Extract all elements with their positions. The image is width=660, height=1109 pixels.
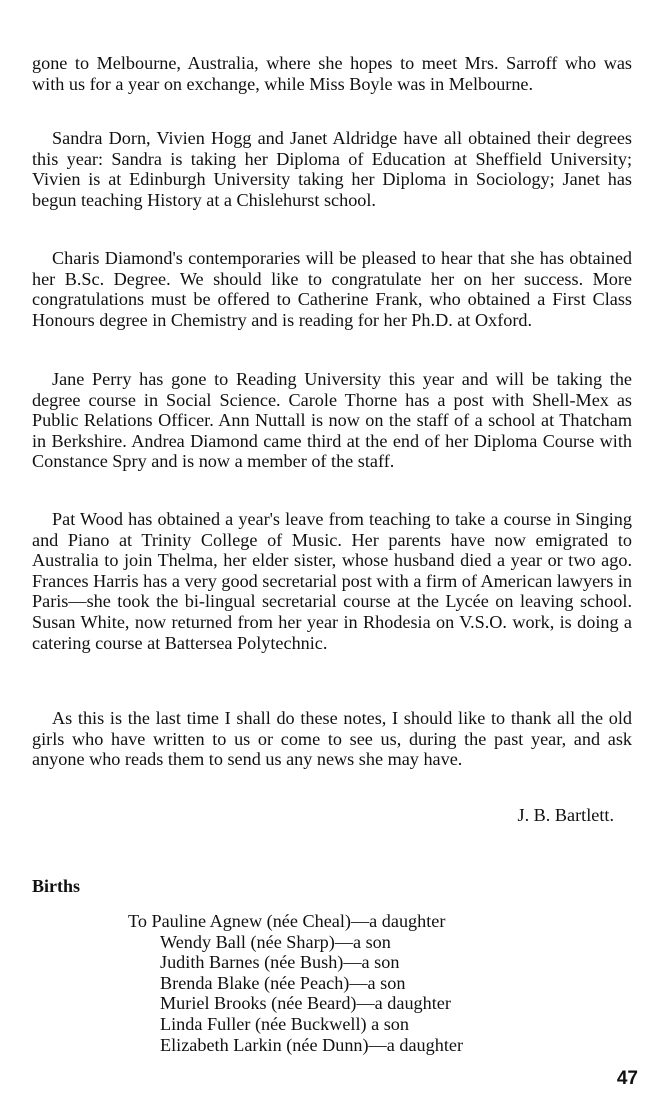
birth-entry: Brenda Blake (née Peach)—a son [160, 972, 406, 993]
paragraph-closing-thanks: As this is the last time I shall do these notes, I should like to thank all the old girls who have written to us or come to see us, during the past year, and ask anyone who reads them to send us any news she may have. [32, 708, 632, 770]
birth-entry: Linda Fuller (née Buckwell) a son [160, 1013, 409, 1034]
birth-entry: Judith Barnes (née Bush)—a son [160, 952, 400, 973]
paragraph-congratulations: Charis Diamond's contemporaries will be pleased to hear that she has obtained her B.Sc. Degree. We should like to congratulate her on her success. More congratulations must be offered to Catherine Frank, who obtained a First Class Honours degree in Chemistry and is reading for her Ph.D. at Oxford. [32, 248, 632, 330]
birth-entry: Muriel Brooks (née Beard)—a daughter [160, 993, 451, 1014]
paragraph-university-news: Jane Perry has gone to Reading University this year and will be taking the degree course in Social Science. Carole Thorne has a post with Shell-Mex as Public Relations Officer. Ann Nuttall is now on the staff of a school at Thatcham in Berkshire. Andrea Diamond came third at the end of her Diploma Course with Constance Spry and is now a member of the staff. [32, 369, 632, 472]
page-number: 47 [616, 1068, 638, 1089]
births-list [128, 911, 463, 1055]
paragraph-melbourne: gone to Melbourne, Australia, where she hopes to meet Mrs. Sarroff who was with us for a year on exchange, while Miss Boyle was in Melbourne. [32, 53, 632, 94]
birth-entry: To Pauline Agnew (née Cheal)—a daughter [128, 911, 446, 931]
paragraph-pat-wood: Pat Wood has obtained a year's leave from teaching to take a course in Singing and Piano at Trinity College of Music. Her parents have now emigrated to Australia to join Thelma, her elder sister, whose husband died a year or two ago. Frances Harris has a very good secretarial post with a firm of American lawyers in Paris—she took the bi-lingual secretarial course at the Lycée on leaving school. Susan White, now returned from her year in Rhodesia on V.S.O. work, is doing a catering course at Battersea Polytechnic. [32, 509, 632, 653]
birth-entry: Wendy Ball (née Sharp)—a son [160, 931, 391, 952]
signature: J. B. Bartlett. [517, 805, 614, 825]
births-heading: Births [32, 876, 81, 896]
paragraph-degrees: Sandra Dorn, Vivien Hogg and Janet Aldridge have all obtained their degrees this year: Sandra is taking her Diploma of Education at Sheffield University; Vivien is at Edinburgh University taking her Diploma in Sociology; Janet has begun teaching History at a Chislehurst school. [32, 128, 632, 210]
birth-entry: Elizabeth Larkin (née Dunn)—a daughter [160, 1034, 463, 1055]
